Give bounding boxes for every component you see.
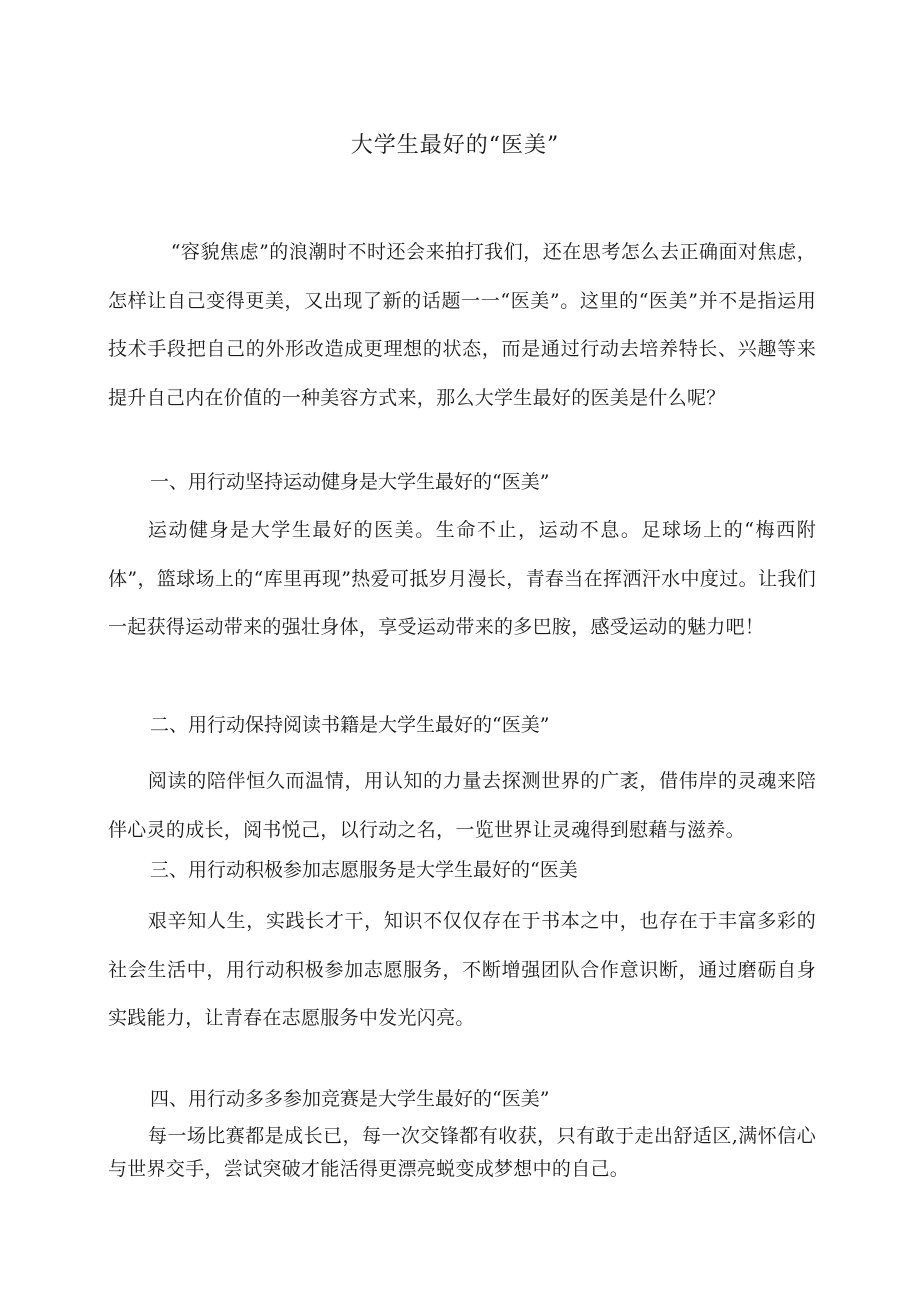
document-title: 大学生最好的“医美” xyxy=(350,133,560,158)
section-1-body: 运动健身是大学生最好的医美。生命不止，运动不息。足球场上的“梅西附体”，篮球场上的“库里再现”热爱可抵岁月漫长，青春当在挥洒汗水中度过。让我们一起获得运动带来的强壮身体，享受运动带来的多巴胺，感受运动的魅力吧！ xyxy=(108,519,816,638)
intro-paragraph: “容貌焦虑”的浪潮时不时还会来拍打我们，还在思考怎么去正确面对焦虑，怎样让自己变得更美，又出现了新的话题一一“医美”。这里的“医美”并不是指运用技术手段把自己的外形改造成更理想的状态，而是通过行动去培养特长、兴趣等来提升自己内在价值的一种美容方式来，那么大学生最好的医美是什么呢？ xyxy=(108,241,816,409)
section-3-heading: 三、用行动积极参加志愿服务是大学生最好的“医美 xyxy=(150,859,578,881)
section-4-heading: 四、用行动多多参加竞赛是大学生最好的“医美” xyxy=(150,1088,550,1110)
section-2-body: 阅读的陪伴恒久而温情，用认知的力量去探测世界的广袤，借伟岸的灵魂来陪伴心灵的成长，阅书悦己，以行动之名，一览世界让灵魂得到慰藉与滋养。 xyxy=(108,770,816,841)
section-1-heading: 一、用行动坚持运动健身是大学生最好的“医美” xyxy=(150,471,550,493)
section-3-body: 艰辛知人生，实践长才干，知识不仅仅存在于书本之中，也存在于丰富多彩的社会生活中，用行动积极参加志愿服务，不断增强团队合作意识断，通过磨砺自身实践能力，让青春在志愿服务中发光闪亮。 xyxy=(108,910,816,1029)
section-4-body: 每一场比赛都是成长已，每一次交锋都有收获，只有敢于走出舒适区,满怀信心与世界交手，尝试突破才能活得更漂亮蜕变成梦想中的自己。 xyxy=(108,1125,816,1180)
section-2-heading: 二、用行动保持阅读书籍是大学生最好的“医美” xyxy=(150,714,550,736)
